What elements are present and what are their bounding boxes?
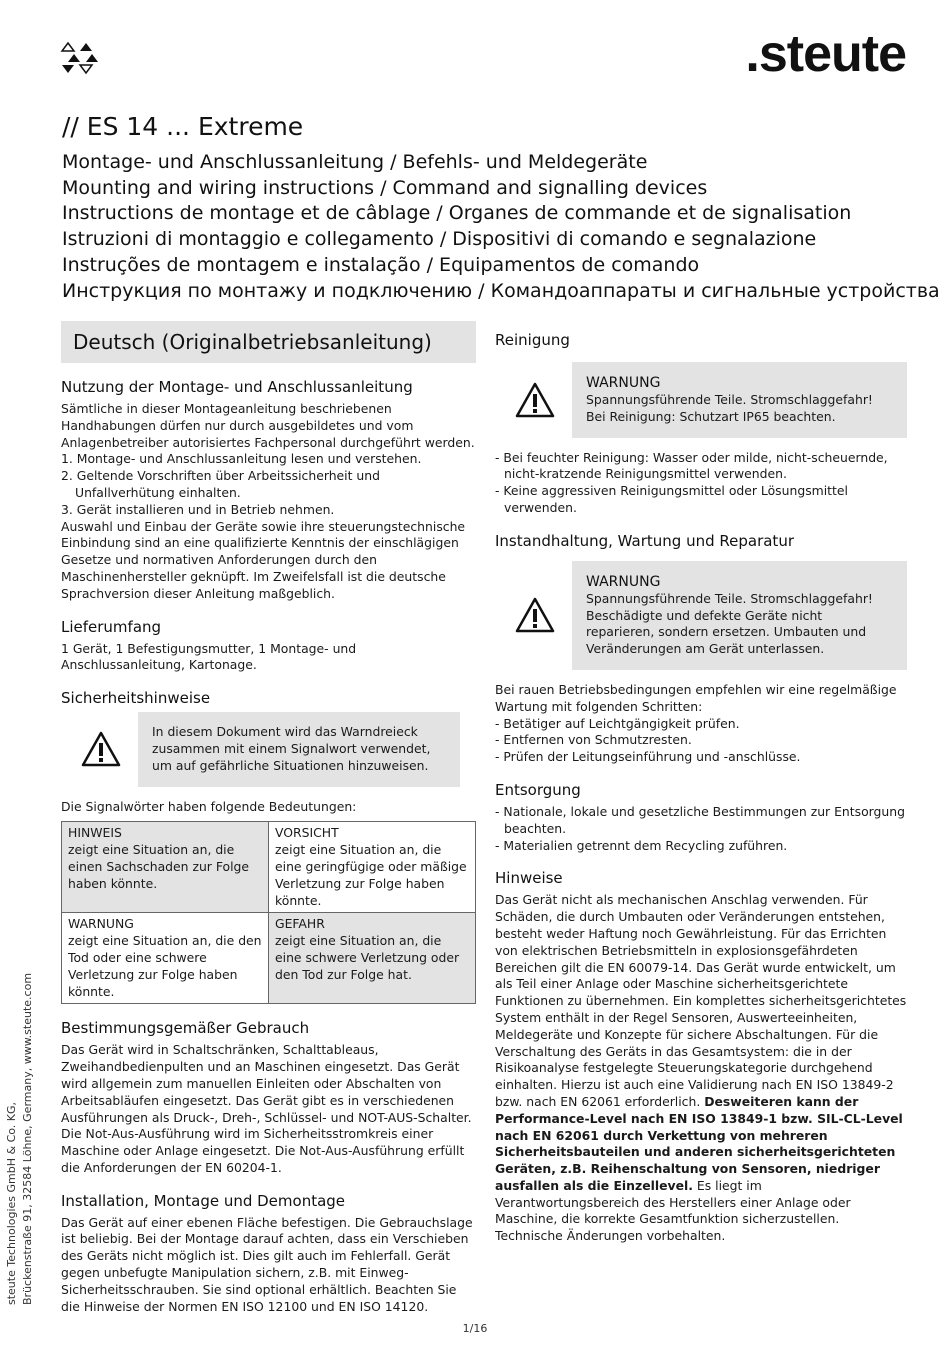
safety-note xyxy=(63,712,460,786)
language-box: Deutsch (Originalbetriebsanleitung) xyxy=(61,321,476,363)
hinweise-bold: Desweiteren kann der Performance-Level nach EN ISO 13849-1 bzw. SIL-CL-Level nach EN 62061 durch Verkettung von mehreren Sicherheitsbauteilen und anderen sicherheitsgerichteten Geräten, z.B. Reihenschaltung von Sensoren, niedriger ausfallen als die Einzellevel. xyxy=(495,1093,903,1193)
signal-desc: zeigt eine Situation an, die einen Sachschaden zur Folge haben könnte. xyxy=(68,842,250,891)
section-title-entsorgung: Entsorgung xyxy=(495,780,581,799)
nutzung-steps xyxy=(61,451,476,518)
section-title-wartung: Instandhaltung, Wartung und Reparatur xyxy=(495,531,794,550)
side-imprint xyxy=(4,973,36,1305)
page-number: 1/16 xyxy=(462,1322,488,1335)
imprint-line: steute Technologies GmbH & Co. KG, xyxy=(5,1101,18,1305)
warning-text: Spannungsführende Teile. xyxy=(586,590,751,606)
section-title-lieferumfang: Lieferumfang xyxy=(61,617,162,636)
gebrauch-text: Das Gerät wird in Schaltschränken, Schalttableaus, Zweihandbedienpulten und an Maschinen eingesetzt. Das Gerät wird allgemein zum manuellen Einleiten oder Abschalten von Arbeitsabläufen eingesetzt. Das Gerät gibt es in verschiedenen Ausführungen als Druck-, Dreh-, Schlüssel- und NOT-AUS-Schalter. Die Not-Aus-Ausführung wird im Sicherheitsstromkreis einer Maschine oder Anlage eingesetzt. Die Not-Aus-Ausführung erfüllt die Anforderungen der EN 60204-1. xyxy=(61,1042,472,1175)
wartung-list xyxy=(495,716,907,766)
nutzung-outro: Auswahl und Einbau der Geräte sowie ihre steuerungstechnische Einbindung sind an eine qualifizierte Kenntnis der einschlägigen Gesetze und normativen Anforderungen durch den Maschinenhersteller geknüpft. Im Zweifelsfall ist die deutsche Sprachversion dieser Anleitung maßgeblich. xyxy=(61,518,466,601)
section-title-reinigung: Reinigung xyxy=(495,331,570,349)
section-title-installation: Installation, Montage und Demontage xyxy=(61,1191,346,1210)
entsorgung-list xyxy=(495,804,907,854)
signal-desc: zeigt eine Situation an, die den Tod oder eine schwere Verletzung zur Folge haben könnte. xyxy=(68,933,262,999)
warning-emphasis: Stromschlaggefahr! xyxy=(750,392,873,407)
subtitle-ru: Инструкция по монтажу и подключению / Командоаппараты и сигнальные устройства xyxy=(62,279,940,302)
right-column xyxy=(495,330,907,1245)
list-item: 2. Geltende Vorschriften über Arbeitssicherheit und Unfallverhütung einhalten. xyxy=(61,468,380,500)
section-title-sicherheit: Sicherheitshinweise xyxy=(61,689,211,708)
section-title-gebrauch: Bestimmungsgemäßer Gebrauch xyxy=(61,1019,310,1038)
subtitle-en: Mounting and wiring instructions / Command and signalling devices xyxy=(62,176,708,199)
nutzung-intro: Sämtliche in dieser Montageanleitung beschriebenen Handhabungen dürfen nur durch ausgebildetes und vom Anlagenbetreiber autorisiertes Fachpersonal durchgeführt werden. xyxy=(61,401,475,450)
safety-note-text: In diesem Dokument wird das Warndreieck zusammen mit einem Signalwort verwendet, um auf gefährliche Situationen hinzuweisen. xyxy=(138,712,460,786)
hinweise-text-part: Das Gerät nicht als mechanischen Anschlag verwenden. Für Schäden, die durch Umbauten oder Veränderungen entstehen, besteht weder Haftung noch Gewährleistung. Für das Errichten von elektrischen Betriebsmitteln in explosionsgefährdeten Bereichen gilt die EN 60079-14. Das Gerät wurde entwickelt, um als Teil einer Anlage oder Maschine sicherheitsgerichtete Funktionen zu übernehmen. Ein komplettes sicherheitsgerichtetes System enthält in der Regel Sensoren, Auswerteeinheiten, Meldegeräte und Konzepte für sichere Abschaltungen. Für die Verschaltung des Geräts in das Gesamtsystem: die in der Risikoanalyse festgelegte Steuerungskategorie durchgehend einhalten. Hierzu ist auch eine Validierung nach EN ISO 13849-2 bzw. nach EN 62061 erforderlich. xyxy=(495,892,907,1109)
list-item: - Entfernen von Schmutzresten. xyxy=(495,732,907,749)
document-title: // ES 14 ... Extreme xyxy=(62,112,304,141)
warning-triangle-icon xyxy=(497,561,572,670)
list-item: - Nationale, lokale und gesetzliche Bestimmungen zur Entsorgung beachten. xyxy=(495,804,907,838)
signal-word: GEFAHR xyxy=(275,916,325,932)
warning-note-reinigung xyxy=(497,362,907,438)
table-cell xyxy=(62,822,269,913)
subtitle-pt: Instruções de montagem e instalação / Equipamentos de comando xyxy=(62,253,700,276)
list-item: - Bei feuchter Reinigung: Wasser oder milde, nicht-scheuernde, nicht-kratzende Reinigungsmittel verwenden. xyxy=(495,450,907,484)
signal-desc: zeigt eine Situation an, die eine geringfügige oder mäßige Verletzung zur Folge haben könnte. xyxy=(275,842,467,908)
warning-triangle-icon xyxy=(497,362,572,438)
list-item: - Keine aggressiven Reinigungsmittel oder Lösungsmittel verwenden. xyxy=(495,483,907,517)
list-item: 1. Montage- und Anschlussanleitung lesen und verstehen. xyxy=(61,451,422,467)
subtitle-it: Istruzioni di montaggio e collegamento / Dispositivi di comando e segnalazione xyxy=(62,228,817,251)
section-title-nutzung: Nutzung der Montage- und Anschlussanleitung xyxy=(61,378,413,396)
warning-text: Bei Reinigung: Schutzart IP65 beachten. xyxy=(586,408,836,424)
signal-word-table xyxy=(61,821,476,1004)
lieferumfang-text: 1 Gerät, 1 Befestigungsmutter, 1 Montage- und Anschlussanleitung, Kartonage. xyxy=(61,640,357,673)
warning-label: WARNUNG xyxy=(586,375,661,391)
imprint-line: Brückenstraße 91, 32584 Löhne, Germany, www.steute.com xyxy=(21,972,34,1305)
subtitle-fr: Instructions de montage et de câblage / Organes de commande et de signalisation xyxy=(62,202,852,225)
reinigung-list xyxy=(495,450,907,517)
list-item: 3. Gerät installieren und in Betrieb nehmen. xyxy=(61,501,335,517)
table-row xyxy=(62,822,476,913)
warning-text: Beschädigte und defekte Geräte nicht reparieren, sondern ersetzen. Umbauten und Veränderungen am Gerät unterlassen. xyxy=(586,607,867,657)
subtitle-de: Montage- und Anschlussanleitung / Befehls- und Meldegeräte xyxy=(62,151,648,173)
brand-logo: .steute xyxy=(745,25,906,83)
list-item: - Betätiger auf Leichtgängigkeit prüfen. xyxy=(495,716,907,733)
table-cell xyxy=(62,913,269,1004)
warning-note-wartung xyxy=(497,561,907,670)
warning-label: WARNUNG xyxy=(586,573,661,590)
section-title-hinweise: Hinweise xyxy=(495,869,563,888)
table-cell xyxy=(269,913,476,1004)
signal-word: WARNUNG xyxy=(68,916,134,932)
signal-intro: Die Signalwörter haben folgende Bedeutungen: xyxy=(61,798,357,814)
list-item: - Materialien getrennt dem Recycling zuführen. xyxy=(495,838,907,855)
steute-logo-mark xyxy=(60,40,100,76)
list-item: - Prüfen der Leitungseinführung und -anschlüsse. xyxy=(495,749,907,766)
subtitle-list xyxy=(62,150,940,304)
table-cell xyxy=(269,822,476,913)
left-column xyxy=(61,321,476,1315)
signal-word: HINWEIS xyxy=(68,825,122,841)
installation-text: Das Gerät auf einer ebenen Fläche befestigen. Die Gebrauchslage ist beliebig. Bei der Montage darauf achten, dass ein Verschieben des Geräts nicht möglich ist. Dies gilt auch im Fehlerfall. Gerät gegen unbefugte Manipulation sichern, z.B. mit Einweg-Sicherheitsschrauben. Sie sind optional erhältlich. Beachten Sie die Hinweise der Normen EN ISO 12100 und EN ISO 14120. xyxy=(61,1214,473,1314)
warning-text: Spannungsführende Teile. xyxy=(586,392,751,407)
hinweise-text-part: Es liegt im Verantwortungsbereich des Herstellers einer Anlage oder Maschine, die korrekte Gesamtfunktion sicherzustellen. Technische Änderungen vorbehalten. xyxy=(495,1177,851,1244)
warning-emphasis: Stromschlaggefahr! xyxy=(750,590,873,606)
signal-desc: zeigt eine Situation an, die eine schwere Verletzung oder den Tod zur Folge hat. xyxy=(275,933,460,982)
hinweise-text xyxy=(495,892,907,1245)
warning-triangle-icon xyxy=(63,712,138,786)
table-row xyxy=(62,913,476,1004)
signal-word: VORSICHT xyxy=(275,825,339,841)
warning-box xyxy=(572,362,907,438)
warning-box xyxy=(572,561,907,670)
wartung-intro: Bei rauen Betriebsbedingungen empfehlen wir eine regelmäßige Wartung mit folgenden Schritten: xyxy=(495,681,897,714)
